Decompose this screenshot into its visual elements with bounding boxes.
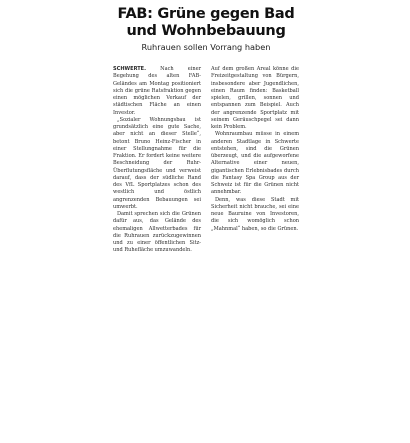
paragraph: „Sozialer Wohnungsbau ist grundsätzlich eine gute Sache, aber nicht an dieser Stelle“, betont Bruno Heinz-Fischer in einer Stellungnahme für die Fraktion. Er fordert keine weitere Beschneidung der Ruhr-Überflutungsfläche und verweist darauf, dass der südliche Rand des VfL Sportplatzes schon des westlich und östlich angrenzenden Bebauungen sei umwerbt. [113,116,201,210]
article-column-1 [113,66,201,255]
paragraph: Auf dem großen Areal könne die Freizeitgestaltung von Bürgern, insbesondere aber Jugendlichen, einen Raum finden: Basketball spielen, grillen, sonnen und entspannen zum Beispiel. Auch der angrenzende Sportplatz mit seinem Geräuschpegel sei dann kein Problem. [211,66,299,130]
article-headline [113,6,299,39]
article-column-2 [211,66,299,255]
headline-line-2: und Wohnbebauung [126,22,286,39]
article-body [113,66,299,255]
article-subheadline: Ruhrauen sollen Vorrang haben [141,42,271,52]
paragraph: Damit sprechen sich die Grünen dafür aus, das Gelände des ehemaligen Allwetterbades für die Ruhrauen zurückzugewinnen und zu einer öffentlichen Sitz- und Ruhefläche umzuwandeln. [113,211,201,254]
headline-line-1: FAB: Grüne gegen Bad [117,6,295,22]
newspaper-article [113,6,299,254]
paragraph: Denn, was diese Stadt mit Sicherheit nicht brauche, sei eine neue Bauruine von Investoren, die sich womöglich schon „Mahnmal“ haben, so die Grünen. [211,196,299,232]
paragraph [113,66,201,117]
paragraph-text: Nach einer Begehung des alten FAB-Geländes am Montag positioniert sich die grüne Ratsfraktion gegen einen möglichen Verkauf der städtischen Fläche an einen Investor. [113,66,202,116]
paragraph: Wohnraumbau müsse in einem anderen Stadtlage in Schwerte entstehen, sind die Grünen überzeugt, und die aufgeworfene Alternative einer neuen, gigantischen Erlebnisbades durch die Fantasy Spa Group aus der Schweiz ist für die Grünen nicht annehmbar. [211,131,299,196]
dateline: SCHWERTE. [113,66,147,72]
